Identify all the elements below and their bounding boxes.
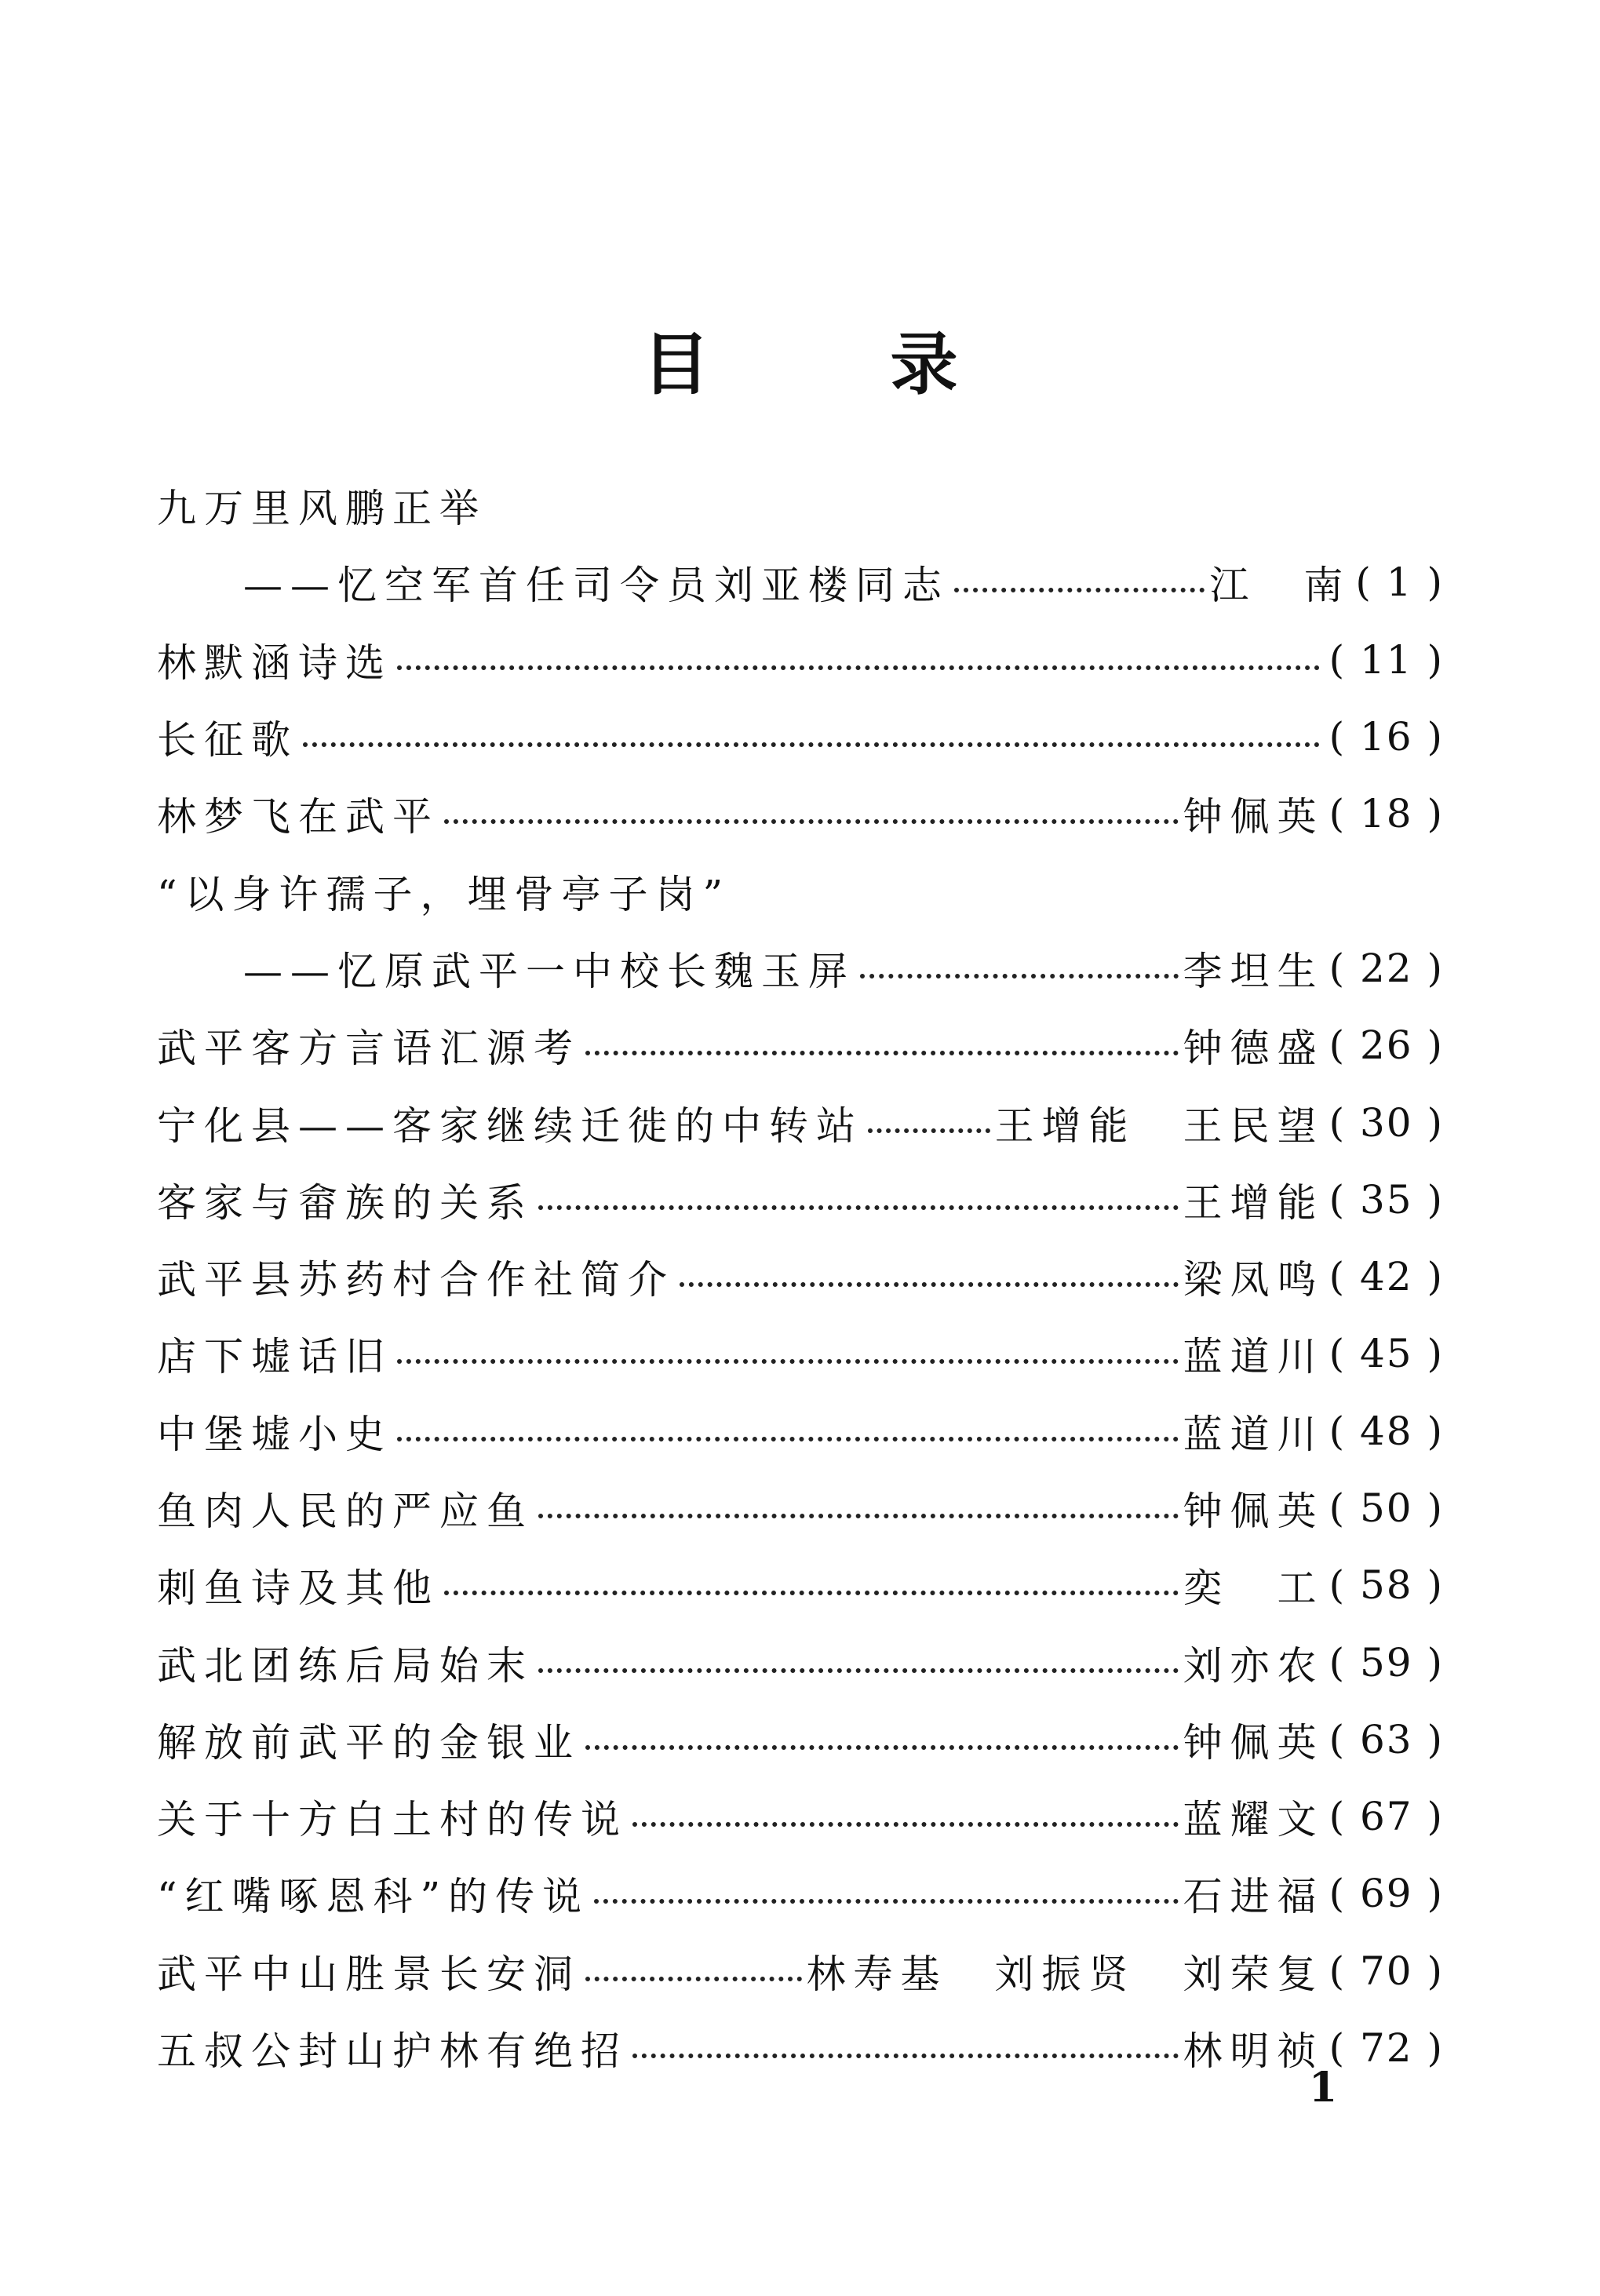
- toc-leader-dots: [444, 819, 1179, 824]
- toc-entry-page: ( 67 ): [1328, 1794, 1444, 1840]
- toc-entry-title: 九万里风鹏正举: [157, 486, 487, 532]
- toc-entry[interactable]: [157, 1007, 1444, 1084]
- toc-entry[interactable]: [157, 2010, 1444, 2086]
- toc-entry[interactable]: [157, 467, 1444, 544]
- toc-entry-title: 鱼肉人民的严应鱼: [157, 1489, 534, 1534]
- toc-entry-title: 客家与畲族的关系: [157, 1179, 534, 1226]
- toc-entry-title: 长征歌: [157, 717, 298, 764]
- toc-entry-title: 林梦飞在武平: [157, 794, 439, 840]
- toc-entry[interactable]: [157, 1778, 1444, 1855]
- toc-entry-page: ( 42 ): [1328, 1254, 1444, 1300]
- toc-entry-author: 奕 工: [1183, 1565, 1325, 1612]
- toc-entry-page: ( 72 ): [1328, 2025, 1444, 2072]
- toc-entry-author: 李坦生: [1183, 948, 1325, 994]
- title-char-left: 目: [642, 325, 710, 404]
- toc-entry-title: 林默涵诗选: [157, 640, 392, 686]
- toc-entry-page: ( 11 ): [1328, 636, 1444, 683]
- table-of-contents: [157, 467, 1444, 2086]
- toc-entry[interactable]: [157, 1547, 1444, 1624]
- toc-entry-page: ( 63 ): [1328, 1716, 1444, 1762]
- toc-entry-author: 钟佩英: [1183, 1489, 1325, 1534]
- toc-entry-page: ( 50 ): [1328, 1485, 1444, 1531]
- toc-entry[interactable]: [157, 1470, 1444, 1547]
- toc-entry-title: ——忆原武平一中校长魏玉屏: [243, 948, 855, 994]
- toc-entry[interactable]: [157, 1855, 1444, 1932]
- page-title: [0, 310, 1600, 407]
- toc-entry-author: 蓝耀文: [1183, 1797, 1325, 1843]
- toc-entry-title: 武平县苏药村合作社简介: [157, 1257, 675, 1303]
- toc-leader-dots: [632, 2054, 1179, 2058]
- toc-entry[interactable]: [157, 1238, 1444, 1315]
- toc-entry-title: 刺鱼诗及其他: [157, 1565, 439, 1612]
- toc-entry-page: ( 70 ): [1328, 1948, 1444, 1994]
- toc-entry-page: ( 35 ): [1328, 1176, 1444, 1223]
- toc-leader-dots: [397, 665, 1320, 670]
- toc-entry-title: 武平中山胜景长安洞: [157, 1951, 581, 1997]
- toc-leader-dots: [444, 1591, 1179, 1595]
- toc-entry-page: ( 26 ): [1328, 1022, 1444, 1069]
- toc-leader-dots: [585, 1745, 1179, 1750]
- toc-entry[interactable]: [157, 1315, 1444, 1392]
- toc-entry-author: 江 南: [1209, 563, 1351, 609]
- toc-entry[interactable]: [157, 1933, 1444, 2010]
- toc-entry-title: 店下墟话旧: [157, 1334, 392, 1380]
- toc-entry-author: 蓝道川: [1183, 1411, 1325, 1457]
- toc-entry-author: 石进福: [1183, 1874, 1325, 1920]
- toc-entry-title: 武北团练后局始末: [157, 1642, 534, 1689]
- toc-leader-dots: [585, 1977, 802, 1981]
- toc-entry-title: 宁化县——客家继续迁徙的中转站: [157, 1102, 863, 1149]
- toc-entry-page: ( 22 ): [1328, 945, 1444, 991]
- toc-entry-page: ( 30 ): [1328, 1099, 1444, 1146]
- toc-entry-title: 中堡墟小史: [157, 1411, 392, 1457]
- toc-entry[interactable]: [157, 544, 1444, 621]
- toc-entry[interactable]: [157, 1701, 1444, 1778]
- toc-leader-dots: [538, 1514, 1179, 1518]
- toc-entry-page: ( 45 ): [1328, 1331, 1444, 1377]
- toc-entry-title: 解放前武平的金银业: [157, 1719, 581, 1766]
- toc-leader-dots: [538, 1205, 1179, 1210]
- toc-entry-page: ( 16 ): [1328, 714, 1444, 760]
- toc-entry-page: ( 69 ): [1328, 1871, 1444, 1917]
- toc-entry-author: 刘亦农: [1183, 1642, 1325, 1689]
- toc-entry[interactable]: [157, 1161, 1444, 1238]
- toc-entry[interactable]: [157, 852, 1444, 929]
- toc-leader-dots: [594, 1899, 1178, 1904]
- page-number: 1: [1309, 2064, 1338, 2112]
- toc-entry[interactable]: [157, 698, 1444, 775]
- toc-entry-author: 钟德盛: [1183, 1026, 1325, 1072]
- toc-entry-author: 林寿基 刘振贤 刘荣复: [806, 1951, 1325, 1997]
- toc-entry[interactable]: [157, 930, 1444, 1007]
- toc-entry-author: 王增能 王民望: [994, 1102, 1325, 1149]
- toc-entry-page: ( 58 ): [1328, 1562, 1444, 1609]
- toc-leader-dots: [680, 1282, 1179, 1287]
- toc-entry-title: 武平客方言语汇源考: [157, 1026, 581, 1072]
- toc-entry-page: ( 48 ): [1328, 1408, 1444, 1454]
- toc-leader-dots: [303, 742, 1320, 747]
- toc-leader-dots: [632, 1822, 1179, 1827]
- toc-entry-author: 钟佩英: [1183, 794, 1325, 840]
- toc-entry-title: 关于十方白土村的传说: [157, 1797, 628, 1843]
- toc-leader-dots: [868, 1128, 990, 1133]
- toc-entry[interactable]: [157, 775, 1444, 852]
- toc-entry-author: 梁凤鸣: [1183, 1257, 1325, 1303]
- toc-entry[interactable]: [157, 1393, 1444, 1470]
- toc-entry-title: “以身许孺子，埋骨亭子岗”: [157, 871, 731, 917]
- toc-entry[interactable]: [157, 1624, 1444, 1700]
- toc-leader-dots: [954, 588, 1205, 592]
- toc-leader-dots: [397, 1359, 1179, 1364]
- toc-entry[interactable]: [157, 1084, 1444, 1161]
- toc-entry-page: ( 1 ): [1355, 559, 1444, 606]
- toc-entry-author: 林明祯: [1183, 2028, 1325, 2075]
- toc-leader-dots: [860, 974, 1179, 979]
- toc-leader-dots: [397, 1437, 1179, 1441]
- toc-leader-dots: [538, 1668, 1179, 1673]
- toc-entry-title: 五叔公封山护林有绝招: [157, 2028, 628, 2075]
- title-char-right: 录: [890, 325, 958, 404]
- toc-entry-page: ( 59 ): [1328, 1639, 1444, 1686]
- toc-entry-title: “红嘴啄恩科”的传说: [157, 1874, 590, 1920]
- toc-entry-title: ——忆空军首任司令员刘亚楼同志: [243, 563, 949, 609]
- toc-entry-page: ( 18 ): [1328, 791, 1444, 837]
- toc-entry-author: 王增能: [1183, 1179, 1325, 1226]
- toc-entry-author: 钟佩英: [1183, 1719, 1325, 1766]
- toc-leader-dots: [585, 1051, 1179, 1055]
- toc-entry-author: 蓝道川: [1183, 1334, 1325, 1380]
- toc-entry[interactable]: [157, 621, 1444, 698]
